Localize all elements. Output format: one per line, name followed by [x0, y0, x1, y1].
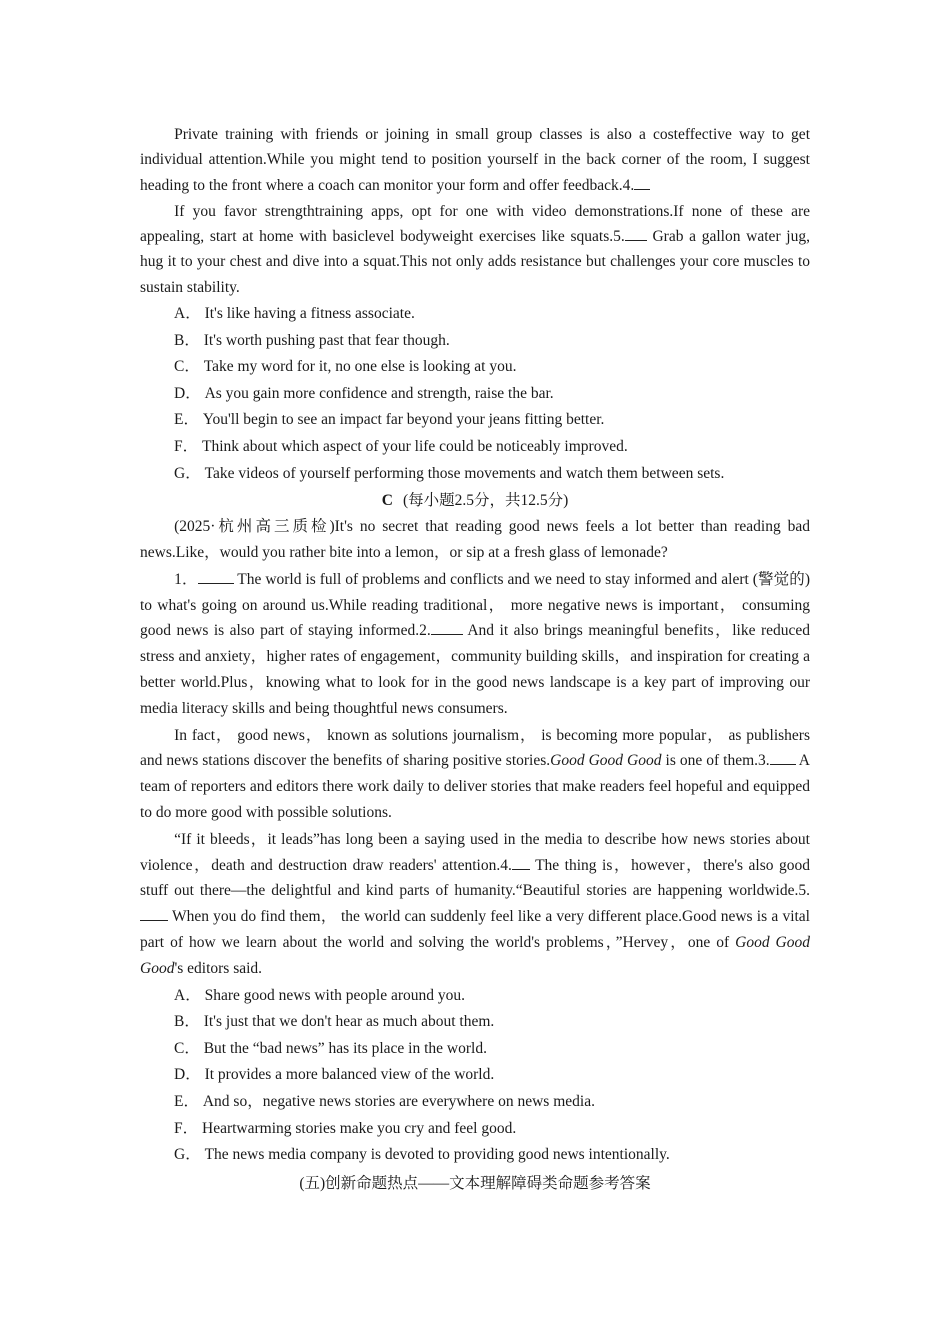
paragraph-b-2: [140, 199, 810, 300]
answer-key-heading: (五)创新命题热点——文本理解障碍类命题参考答案: [299, 1174, 651, 1192]
option-text: It's worth pushing past that fear though.: [203, 331, 450, 349]
text-span: When you do find them， the world can suddenly feel like a very different place.Good news is a vital part of how we learn about the world and solving the world's problems，”Hervey，one of: [140, 908, 810, 951]
publication-title: Good Good Good: [140, 933, 810, 977]
options-c: [140, 983, 810, 1169]
option-a: [140, 983, 810, 1010]
option-text: But the “bad news” has its place in the world.: [203, 1039, 487, 1057]
publication-title: Good Good Good: [550, 752, 662, 770]
section-letter: C: [381, 492, 393, 510]
section-heading-c: [140, 487, 810, 514]
option-a: [140, 301, 810, 328]
option-letter: G．: [174, 464, 201, 482]
text-span: Private training with friends or joining in small group classes is also a costeffective way to get individual attention.While you might tend to position yourself in the back corner of the room, I suggest heading to the front where a coach can monitor your form and offer feedback.4.: [140, 126, 810, 194]
text-span: The thing is，however，there's also good stuff out there—the delightful and kind parts of humanity.“Beautiful stories are happening worldwide.5.: [140, 856, 811, 900]
option-text: Heartwarming stories make you cry and feel good.: [202, 1119, 517, 1137]
option-e: [140, 407, 810, 434]
option-text: Take my word for it, no one else is looking at you.: [203, 358, 517, 376]
option-letter: B．: [174, 331, 200, 349]
option-letter: C．: [174, 358, 200, 376]
text-span: “If it bleeds，it leads”has long been a saying used in the media to describe how news stories about violence，death and destruction draw readers' attention.4.: [140, 830, 810, 874]
option-e: [140, 1089, 810, 1116]
option-c: [140, 354, 810, 381]
option-letter: B．: [174, 1013, 200, 1031]
option-b: [140, 1009, 810, 1036]
option-c: [140, 1036, 810, 1063]
option-letter: F．: [174, 438, 199, 456]
option-letter: E．: [174, 1092, 199, 1110]
option-text: As you gain more confidence and strength, raise the bar.: [204, 384, 554, 402]
blank-4[interactable]: [634, 188, 650, 190]
paragraph-c-2: [140, 567, 810, 722]
paragraph-c-3: [140, 723, 810, 826]
blank-c4[interactable]: [512, 868, 530, 870]
paragraph-c-4: [140, 827, 810, 982]
option-text: Share good news with people around you.: [204, 986, 466, 1004]
blank-c2[interactable]: [431, 633, 463, 635]
blank-c1[interactable]: [198, 582, 234, 584]
option-text: The news media company is devoted to providing good news intentionally.: [204, 1146, 670, 1164]
option-letter: F．: [174, 1119, 199, 1137]
text-span: A team of reporters and editors there work daily to deliver stories that make readers feel hopeful and equipped to do more good with possible solutions.: [140, 752, 811, 821]
option-text: You'll begin to see an impact far beyond your jeans fitting better.: [202, 411, 605, 429]
option-f: [140, 1116, 810, 1143]
option-letter: E．: [174, 411, 199, 429]
option-text: It's like having a fitness associate.: [204, 305, 415, 323]
option-text: And so，negative news stories are everywhere on news media.: [202, 1092, 595, 1110]
option-f: [140, 434, 810, 461]
option-letter: A．: [174, 305, 201, 323]
options-b: [140, 301, 810, 487]
text-span: 1．: [174, 570, 198, 588]
option-letter: G．: [174, 1146, 201, 1164]
blank-c5[interactable]: [140, 919, 168, 921]
option-text: It provides a more balanced view of the world.: [204, 1066, 495, 1084]
blank-c3[interactable]: [770, 763, 796, 765]
option-b: [140, 328, 810, 355]
paragraph-b-1: [140, 122, 810, 198]
paragraph-c-1: (2025·杭州高三质检)It's no secret that reading good news feels a lot better than reading bad news.Like，would you rather bite into a lemon，or sip at a fresh glass of lemonade?: [140, 518, 810, 562]
option-g: [140, 461, 810, 488]
option-letter: C．: [174, 1039, 200, 1057]
blank-5[interactable]: [625, 239, 647, 241]
document-page: [140, 122, 810, 1197]
text-span: Grab a gallon water jug, hug it to your chest and dive into a squat.This not only adds resistance but challenges your core muscles to sustain stability.: [140, 228, 810, 296]
text-span: The world is full of problems and conflicts and we need to stay informed and alert (警觉的) to what's going on around us.While reading traditional， more negative news is important， consuming good news is also part of staying informed.2.: [140, 570, 810, 640]
option-letter: D．: [174, 1066, 201, 1084]
text-span: 's editors said.: [174, 959, 263, 977]
option-letter: A．: [174, 986, 201, 1004]
option-g: [140, 1142, 810, 1169]
option-d: [140, 1062, 810, 1089]
option-letter: D．: [174, 384, 201, 402]
option-text: Think about which aspect of your life could be noticeably improved.: [202, 438, 628, 456]
text-span: If you favor strengthtraining apps, opt for one with video demonstrations.If none of these are appealing, start at home with basiclevel bodyweight exercises like squats.5.: [140, 202, 810, 246]
text-span: is one of them.3.: [661, 752, 770, 770]
option-d: [140, 381, 810, 408]
section-score: (每小题2.5分，共12.5分): [402, 492, 569, 510]
option-text: It's just that we don't hear as much about them.: [203, 1013, 495, 1031]
text-span: In fact， good news， known as solutions journalism， is becoming more popular， as publishers and news stations discover the benefits of sharing positive stories.: [140, 726, 810, 770]
text-span: And it also brings meaningful benefits，like reduced stress and anxiety，higher rates of engagement，community building skills，and inspiration for creating a better world.Plus，knowing what to look for in the good news landscape is a key part of improving our media literacy skills and being thoughtful news consumers.: [140, 622, 810, 717]
option-text: Take videos of yourself performing those movements and watch them between sets.: [204, 464, 725, 482]
